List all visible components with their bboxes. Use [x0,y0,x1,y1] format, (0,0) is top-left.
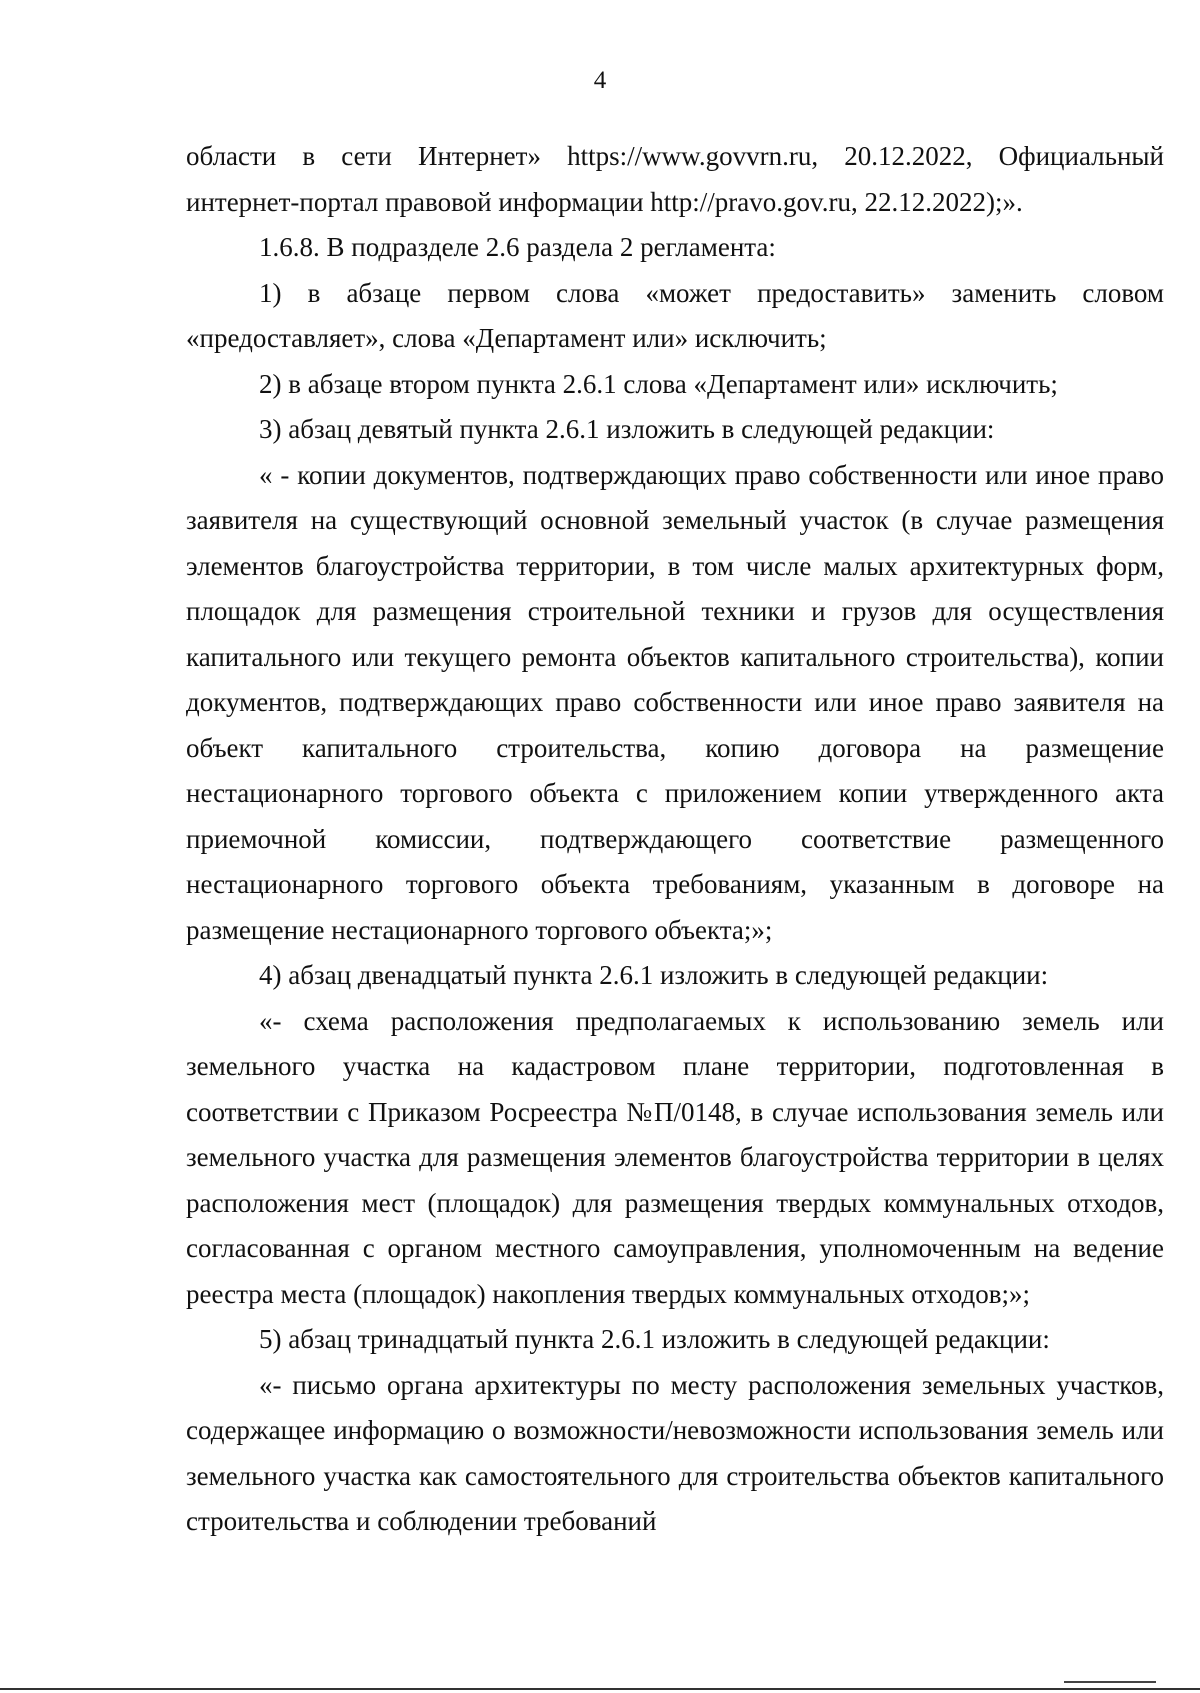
document-body [186,134,1164,1545]
paragraph-quote-documents: « - копии документов, подтверждающих право собственности или иное право заявителя на существующий основной земельный участок (в случае размещения элементов благоустройства территории, в том числе малых архитектурных форм, площадок для размещения строительной техники и грузов для осуществления капитального или текущего ремонта объектов капитального строительства), копии документов, подтверждающих право собственности или иное право заявителя на объект капитального строительства, копию договора на размещение нестационарного торгового объекта с приложением копии утвержденного акта приемочной комиссии, подтверждающего соответствие размещенного нестационарного торгового объекта требованиям, указанным в договоре на размещение нестационарного торгового объекта;»; [186,459,1164,945]
paragraph-section-1-6-8: 1.6.8. В подразделе 2.6 раздела 2 регламента: [259,232,776,262]
scan-edge-mark [1064,1681,1156,1683]
paragraph-item-2: 2) в абзаце втором пункта 2.6.1 слова «Департамент или» исключить; [259,368,1058,399]
paragraph-item-4: 4) абзац двенадцатый пункта 2.6.1 изложить в следующей редакции: [259,960,1049,990]
paragraph-continuation: области в сети Интернет» https://www.govvrn.ru, 20.12.2022, Официальный интернет-портал правовой информации http://pravo.gov.ru, 22.12.2022);». [186,141,1164,217]
paragraph-item-1: 1) в абзаце первом слова «может предоставить» заменить словом «предоставляет», слова «Департамент или» исключить; [186,277,1164,353]
paragraph-item-5: 5) абзац тринадцатый пункта 2.6.1 изложить в следующей редакции: [259,1324,1050,1354]
page-number: 4 [593,67,607,94]
page-bottom-rule [0,1688,1200,1690]
paragraph-quote-scheme: «- схема расположения предполагаемых к использованию земель или земельного участка на кадастровом плане территории, подготовленная в соответствии с Приказом Росреестра №П/0148, в случае использования земель или земельного участка для размещения элементов благоустройства территории в целях расположения мест (площадок) для размещения твердых коммунальных отходов, согласованная с органом местного самоуправления, уполномоченным на ведение реестра места (площадок) накопления твердых коммунальных отходов;»; [186,1005,1164,1309]
paragraph-quote-letter: «- письмо органа архитектуры по месту расположения земельных участков, содержащее информацию о возможности/невозможности использования земель или земельного участка как самостоятельного для строительства объектов капитального строительства и соблюдении требований [186,1369,1164,1536]
paragraph-item-3: 3) абзац девятый пункта 2.6.1 изложить в следующей редакции: [259,414,995,444]
